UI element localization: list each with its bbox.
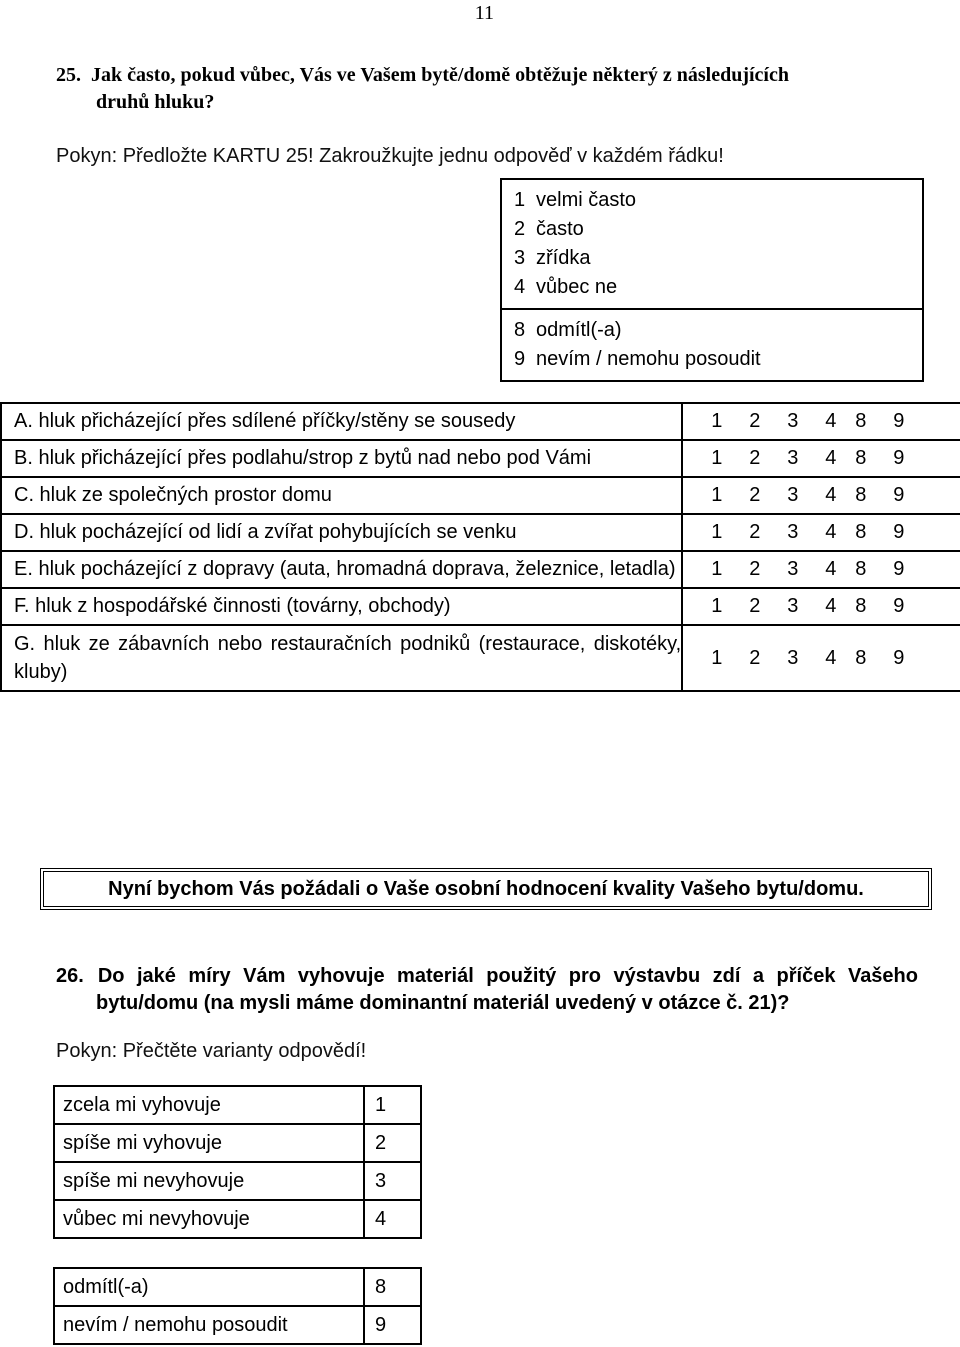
instruction-label: Pokyn: xyxy=(56,1040,118,1062)
answer-code[interactable]: 4 xyxy=(825,595,837,617)
answer-code[interactable]: 2 xyxy=(749,646,761,669)
answer-code[interactable]: 3 xyxy=(787,484,799,506)
question-25-number: 25. xyxy=(56,64,81,86)
options-table-other xyxy=(53,1267,422,1345)
legend-item: 8 odmítl(-a) xyxy=(514,319,622,341)
answer-code[interactable]: 2 xyxy=(749,521,761,543)
answer-code[interactable]: 9 xyxy=(893,410,905,432)
answer-code[interactable]: 8 xyxy=(855,484,867,506)
option-row[interactable]: spíše mi nevyhovuje 3 xyxy=(54,1162,421,1200)
question-25-line1: 25. Jak často, pokud vůbec, Vás ve Vašem bytě/domě obtěžuje některý z následujících xyxy=(56,64,789,86)
answer-code[interactable]: 4 xyxy=(825,646,837,669)
table-row xyxy=(1,625,960,691)
table-row xyxy=(1,403,960,440)
answer-code[interactable]: 1 xyxy=(711,484,723,506)
answer-code[interactable]: 1 xyxy=(711,646,723,669)
question-25-line2: druhů hluku? xyxy=(96,91,215,113)
answer-code[interactable]: 9 xyxy=(893,558,905,580)
instruction-label: Pokyn: xyxy=(56,145,118,167)
option-row[interactable]: zcela mi vyhovuje 1 xyxy=(54,1086,421,1124)
page-number: 11 xyxy=(474,2,494,24)
answer-code[interactable]: 8 xyxy=(855,646,867,669)
row-label: E. hluk pocházející z dopravy (auta, hromadná doprava, železnice, letadla) xyxy=(1,551,682,588)
row-codes xyxy=(682,403,960,440)
answer-code[interactable]: 8 xyxy=(855,521,867,543)
answer-code[interactable]: 2 xyxy=(749,484,761,506)
row-label: D. hluk pocházející od lidí a zvířat pohybujících se venku xyxy=(1,514,682,551)
option-row[interactable]: spíše mi vyhovuje 2 xyxy=(54,1124,421,1162)
row-codes xyxy=(682,625,960,691)
answer-code[interactable]: 9 xyxy=(893,447,905,469)
row-label: B. hluk přicházející přes podlahu/strop z bytů nad nebo pod Vámi xyxy=(1,440,682,477)
answer-code[interactable]: 1 xyxy=(711,558,723,580)
answer-code[interactable]: 4 xyxy=(825,447,837,469)
option-row[interactable]: nevím / nemohu posoudit 9 xyxy=(54,1306,421,1344)
answer-code[interactable]: 4 xyxy=(825,521,837,543)
question-26-line1: 26. Do jaké míry Vám vyhovuje materiál použitý pro výstavbu zdí a příček Vašeho xyxy=(56,963,918,990)
question-26-number: 26. xyxy=(56,965,84,987)
legend-item: 3 zřídka xyxy=(514,247,591,269)
instruction-text: Předložte KARTU 25! Zakroužkujte jednu odpověď v každém řádku! xyxy=(122,145,724,167)
row-codes xyxy=(682,440,960,477)
answer-code[interactable]: 8 xyxy=(855,410,867,432)
question-26 xyxy=(56,963,918,1017)
table-row xyxy=(1,551,960,588)
answer-code[interactable]: 4 xyxy=(825,484,837,506)
answer-code[interactable]: 9 xyxy=(893,484,905,506)
answer-code[interactable]: 2 xyxy=(749,558,761,580)
table-row xyxy=(1,514,960,551)
answer-code[interactable]: 8 xyxy=(855,558,867,580)
legend-group-other xyxy=(502,308,922,380)
question-26-line2: bytu/domu (na mysli máme dominantní materiál uvedený v otázce č. 21)? xyxy=(96,992,790,1014)
legend-group-main xyxy=(502,180,922,308)
row-label: F. hluk z hospodářské činnosti (továrny, obchody) xyxy=(1,588,682,625)
row-label: G. hluk ze zábavních nebo restauračních podniků (restaurace, diskotéky, kluby) xyxy=(1,625,682,691)
legend-item: 1 velmi často xyxy=(514,189,637,211)
option-row[interactable]: vůbec mi nevyhovuje 4 xyxy=(54,1200,421,1238)
answer-code[interactable]: 4 xyxy=(825,558,837,580)
answer-code[interactable]: 9 xyxy=(893,646,905,669)
instruction-25 xyxy=(56,145,724,168)
row-codes xyxy=(682,514,960,551)
table-row xyxy=(1,588,960,625)
row-label: C. hluk ze společných prostor domu xyxy=(1,477,682,514)
answer-legend xyxy=(500,178,924,382)
answer-code[interactable]: 2 xyxy=(749,595,761,617)
question-25 xyxy=(56,62,926,116)
answer-code[interactable]: 8 xyxy=(855,447,867,469)
answer-code[interactable]: 3 xyxy=(787,558,799,580)
row-codes xyxy=(682,477,960,514)
instruction-26 xyxy=(56,1040,366,1063)
section-box: Nyní bychom Vás požádali o Vaše osobní hodnocení kvality Vašeho bytu/domu. xyxy=(40,868,932,910)
row-codes xyxy=(682,588,960,625)
table-row xyxy=(1,477,960,514)
legend-item: 4 vůbec ne xyxy=(514,276,618,298)
table-row xyxy=(1,440,960,477)
option-row[interactable]: odmítl(-a) 8 xyxy=(54,1268,421,1306)
instruction-text: Přečtěte varianty odpovědí! xyxy=(122,1040,367,1062)
legend-item: 9 nevím / nemohu posoudit xyxy=(514,348,761,370)
answer-code[interactable]: 3 xyxy=(787,521,799,543)
answer-code[interactable]: 3 xyxy=(787,447,799,469)
answer-code[interactable]: 9 xyxy=(893,521,905,543)
answer-code[interactable]: 3 xyxy=(787,595,799,617)
answer-code[interactable]: 3 xyxy=(787,410,799,432)
answer-code[interactable]: 2 xyxy=(749,410,761,432)
answer-code[interactable]: 1 xyxy=(711,521,723,543)
answer-code[interactable]: 1 xyxy=(711,447,723,469)
answer-code[interactable]: 8 xyxy=(855,595,867,617)
row-label: A. hluk přicházející přes sdílené příčky/stěny se sousedy xyxy=(1,403,682,440)
answer-code[interactable]: 9 xyxy=(893,595,905,617)
row-codes xyxy=(682,551,960,588)
options-table-main xyxy=(53,1085,422,1239)
answer-code[interactable]: 1 xyxy=(711,410,723,432)
answer-code[interactable]: 1 xyxy=(711,595,723,617)
noise-table xyxy=(0,402,960,692)
answer-code[interactable]: 4 xyxy=(825,410,837,432)
answer-code[interactable]: 2 xyxy=(749,447,761,469)
legend-item: 2 často xyxy=(514,218,584,240)
answer-code[interactable]: 3 xyxy=(787,646,799,669)
